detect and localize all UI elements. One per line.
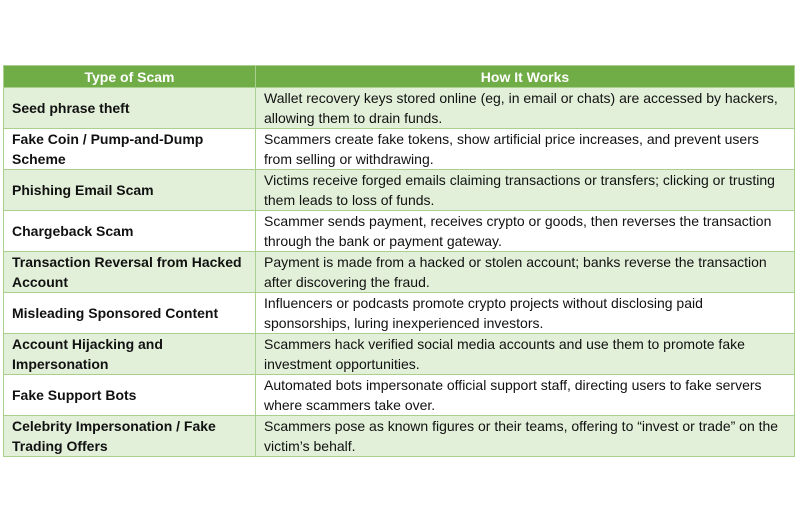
header-how: How It Works (256, 66, 795, 88)
scam-description: Scammer sends payment, receives crypto or goods, then reverses the transaction through the bank or payment gateway. (256, 211, 795, 252)
scam-description: Scammers create fake tokens, show artificial price increases, and prevent users from selling or withdrawing. (256, 129, 795, 170)
scam-description: Scammers hack verified social media accounts and use them to promote fake investment opportunities. (256, 334, 795, 375)
scam-description: Influencers or podcasts promote crypto projects without disclosing paid sponsorships, luring inexperienced investors. (256, 293, 795, 334)
scam-description: Automated bots impersonate official support staff, directing users to fake servers where scammers take over. (256, 375, 795, 416)
scam-type: Transaction Reversal from Hacked Account (4, 252, 256, 293)
table-row (4, 293, 795, 334)
scam-description: Wallet recovery keys stored online (eg, in email or chats) are accessed by hackers, allowing them to drain funds. (256, 88, 795, 129)
scam-type: Phishing Email Scam (4, 170, 256, 211)
scam-type: Celebrity Impersonation / Fake Trading Offers (4, 416, 256, 457)
scam-description: Scammers pose as known figures or their teams, offering to “invest or trade” on the victim’s behalf. (256, 416, 795, 457)
header-type: Type of Scam (4, 66, 256, 88)
scam-table (3, 65, 795, 457)
table-row (4, 252, 795, 293)
scam-type: Seed phrase theft (4, 88, 256, 129)
table-row (4, 211, 795, 252)
scam-type: Fake Support Bots (4, 375, 256, 416)
table-row (4, 334, 795, 375)
table-row (4, 170, 795, 211)
table-row (4, 416, 795, 457)
scam-description: Payment is made from a hacked or stolen account; banks reverse the transaction after discovering the fraud. (256, 252, 795, 293)
scam-type: Chargeback Scam (4, 211, 256, 252)
table-row (4, 375, 795, 416)
scam-type: Misleading Sponsored Content (4, 293, 256, 334)
table-row (4, 88, 795, 129)
scam-description: Victims receive forged emails claiming transactions or transfers; clicking or trusting them leads to loss of funds. (256, 170, 795, 211)
scam-type: Account Hijacking and Impersonation (4, 334, 256, 375)
header-row (4, 66, 795, 88)
table-row (4, 129, 795, 170)
scam-type: Fake Coin / Pump-and-Dump Scheme (4, 129, 256, 170)
